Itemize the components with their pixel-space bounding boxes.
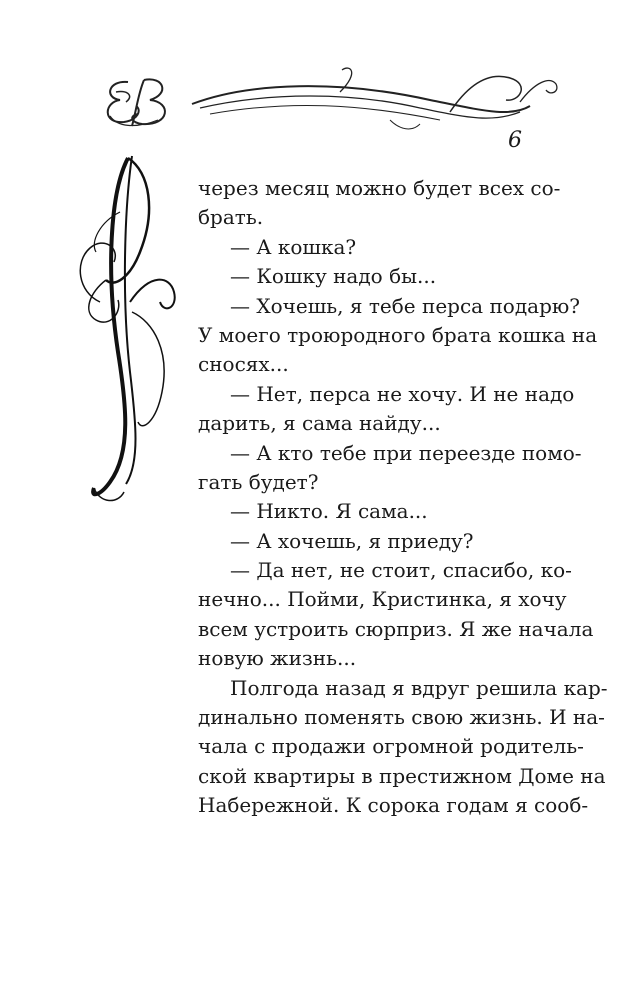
text-line: Полгода назад я вдруг решила кар- [230,675,608,700]
text-line: Набережной. К сорока годам я сооб- [198,793,589,818]
text-line: через месяц можно будет всех со- [198,176,561,200]
text-line: чала с продажи огромной родитель- [198,734,584,759]
page-number: 6 [508,128,522,153]
text-line: брать. [198,205,264,230]
text-line: всем устроить сюрприз. Я же начала [198,616,594,641]
monogram-ornament [98,72,178,132]
text-line: нечно... Пойми, Кристинка, я хочу [198,587,567,612]
text-line: — А хочешь, я приеду? [230,528,474,553]
text-line: — Хочешь, я тебе перса подарю? [230,293,580,318]
text-line: новую жизнь... [198,646,357,671]
text-line: — Кошку надо бы... [230,264,437,289]
text-line: сносях... [198,352,289,377]
flourish-ornament [190,62,560,142]
text-line: гать будет? [198,469,319,494]
text-line: — Нет, перса не хочу. И не надо [230,381,575,406]
dropcap-ornament [70,152,200,512]
text-line: — Никто. Я сама... [230,499,428,524]
text-line: — А кто тебе при переезде помо- [230,440,582,465]
body-text [198,174,608,821]
text-line: — А кошка? [230,234,357,259]
text-line: ской квартиры в престижном Доме на [198,763,606,788]
text-line: — Да нет, не стоит, спасибо, ко- [230,558,572,583]
text-line: У моего троюродного брата кошка на [198,322,598,347]
text-line: динально поменять свою жизнь. И на- [198,705,605,730]
text-line: дарить, я сама найду... [198,411,441,436]
